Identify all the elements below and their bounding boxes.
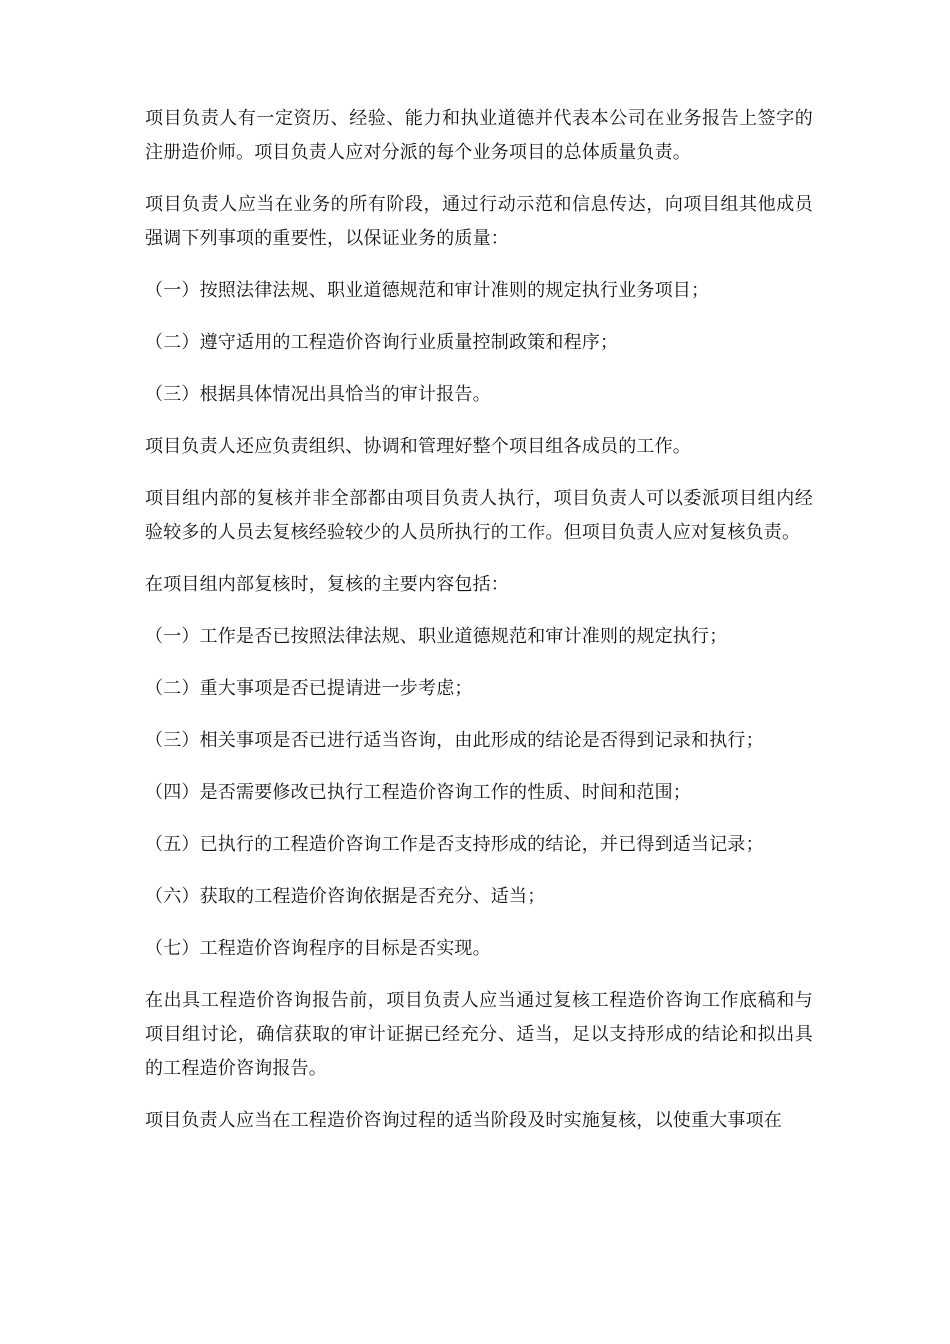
list-item-1: （一）按照法律法规、职业道德规范和审计准则的规定执行业务项目； xyxy=(145,280,710,301)
review-item-6: （六）获取的工程造价咨询依据是否充分、适当； xyxy=(145,886,546,907)
paragraph-6: 在出具工程造价咨询报告前，项目负责人应当通过复核工程造价咨询工作底稿和与项目组讨论，确信获取的审计证据已经充分、适当，足以支持形成的结论和拟出具的工程造价咨询报告。 xyxy=(145,990,813,1079)
paragraph-2: 项目负责人应当在业务的所有阶段，通过行动示范和信息传达，向项目组其他成员强调下列事项的重要性，以保证业务的质量： xyxy=(145,194,813,249)
review-item-4: （四）是否需要修改已执行工程造价咨询工作的性质、时间和范围； xyxy=(145,782,691,803)
paragraph-5: 在项目组内部复核时，复核的主要内容包括： xyxy=(145,574,509,595)
paragraph-7: 项目负责人应当在工程造价咨询过程的适当阶段及时实施复核，以使重大事项在 xyxy=(145,1110,782,1131)
review-item-2: （二）重大事项是否已提请进一步考虑； xyxy=(145,678,473,699)
review-item-7: （七）工程造价咨询程序的目标是否实现。 xyxy=(145,938,491,959)
paragraph-1: 项目负责人有一定资历、经验、能力和执业道德并代表本公司在业务报告上签字的注册造价师。项目负责人应对分派的每个业务项目的总体质量负责。 xyxy=(145,108,813,163)
paragraph-3: 项目负责人还应负责组织、协调和管理好整个项目组各成员的工作。 xyxy=(145,436,691,457)
document-page xyxy=(145,102,813,1138)
review-item-3: （三）相关事项是否已进行适当咨询，由此形成的结论是否得到记录和执行； xyxy=(145,730,764,751)
paragraph-4: 项目组内部的复核并非全部都由项目负责人执行，项目负责人可以委派项目组内经验较多的人员去复核经验较少的人员所执行的工作。但项目负责人应对复核负责。 xyxy=(145,488,813,543)
list-item-3: （三）根据具体情况出具恰当的审计报告。 xyxy=(145,384,491,405)
review-item-1: （一）工作是否已按照法律法规、职业道德规范和审计准则的规定执行； xyxy=(145,626,728,647)
list-item-2: （二）遵守适用的工程造价咨询行业质量控制政策和程序； xyxy=(145,332,619,353)
review-item-5: （五）已执行的工程造价咨询工作是否支持形成的结论，并已得到适当记录； xyxy=(145,834,764,855)
